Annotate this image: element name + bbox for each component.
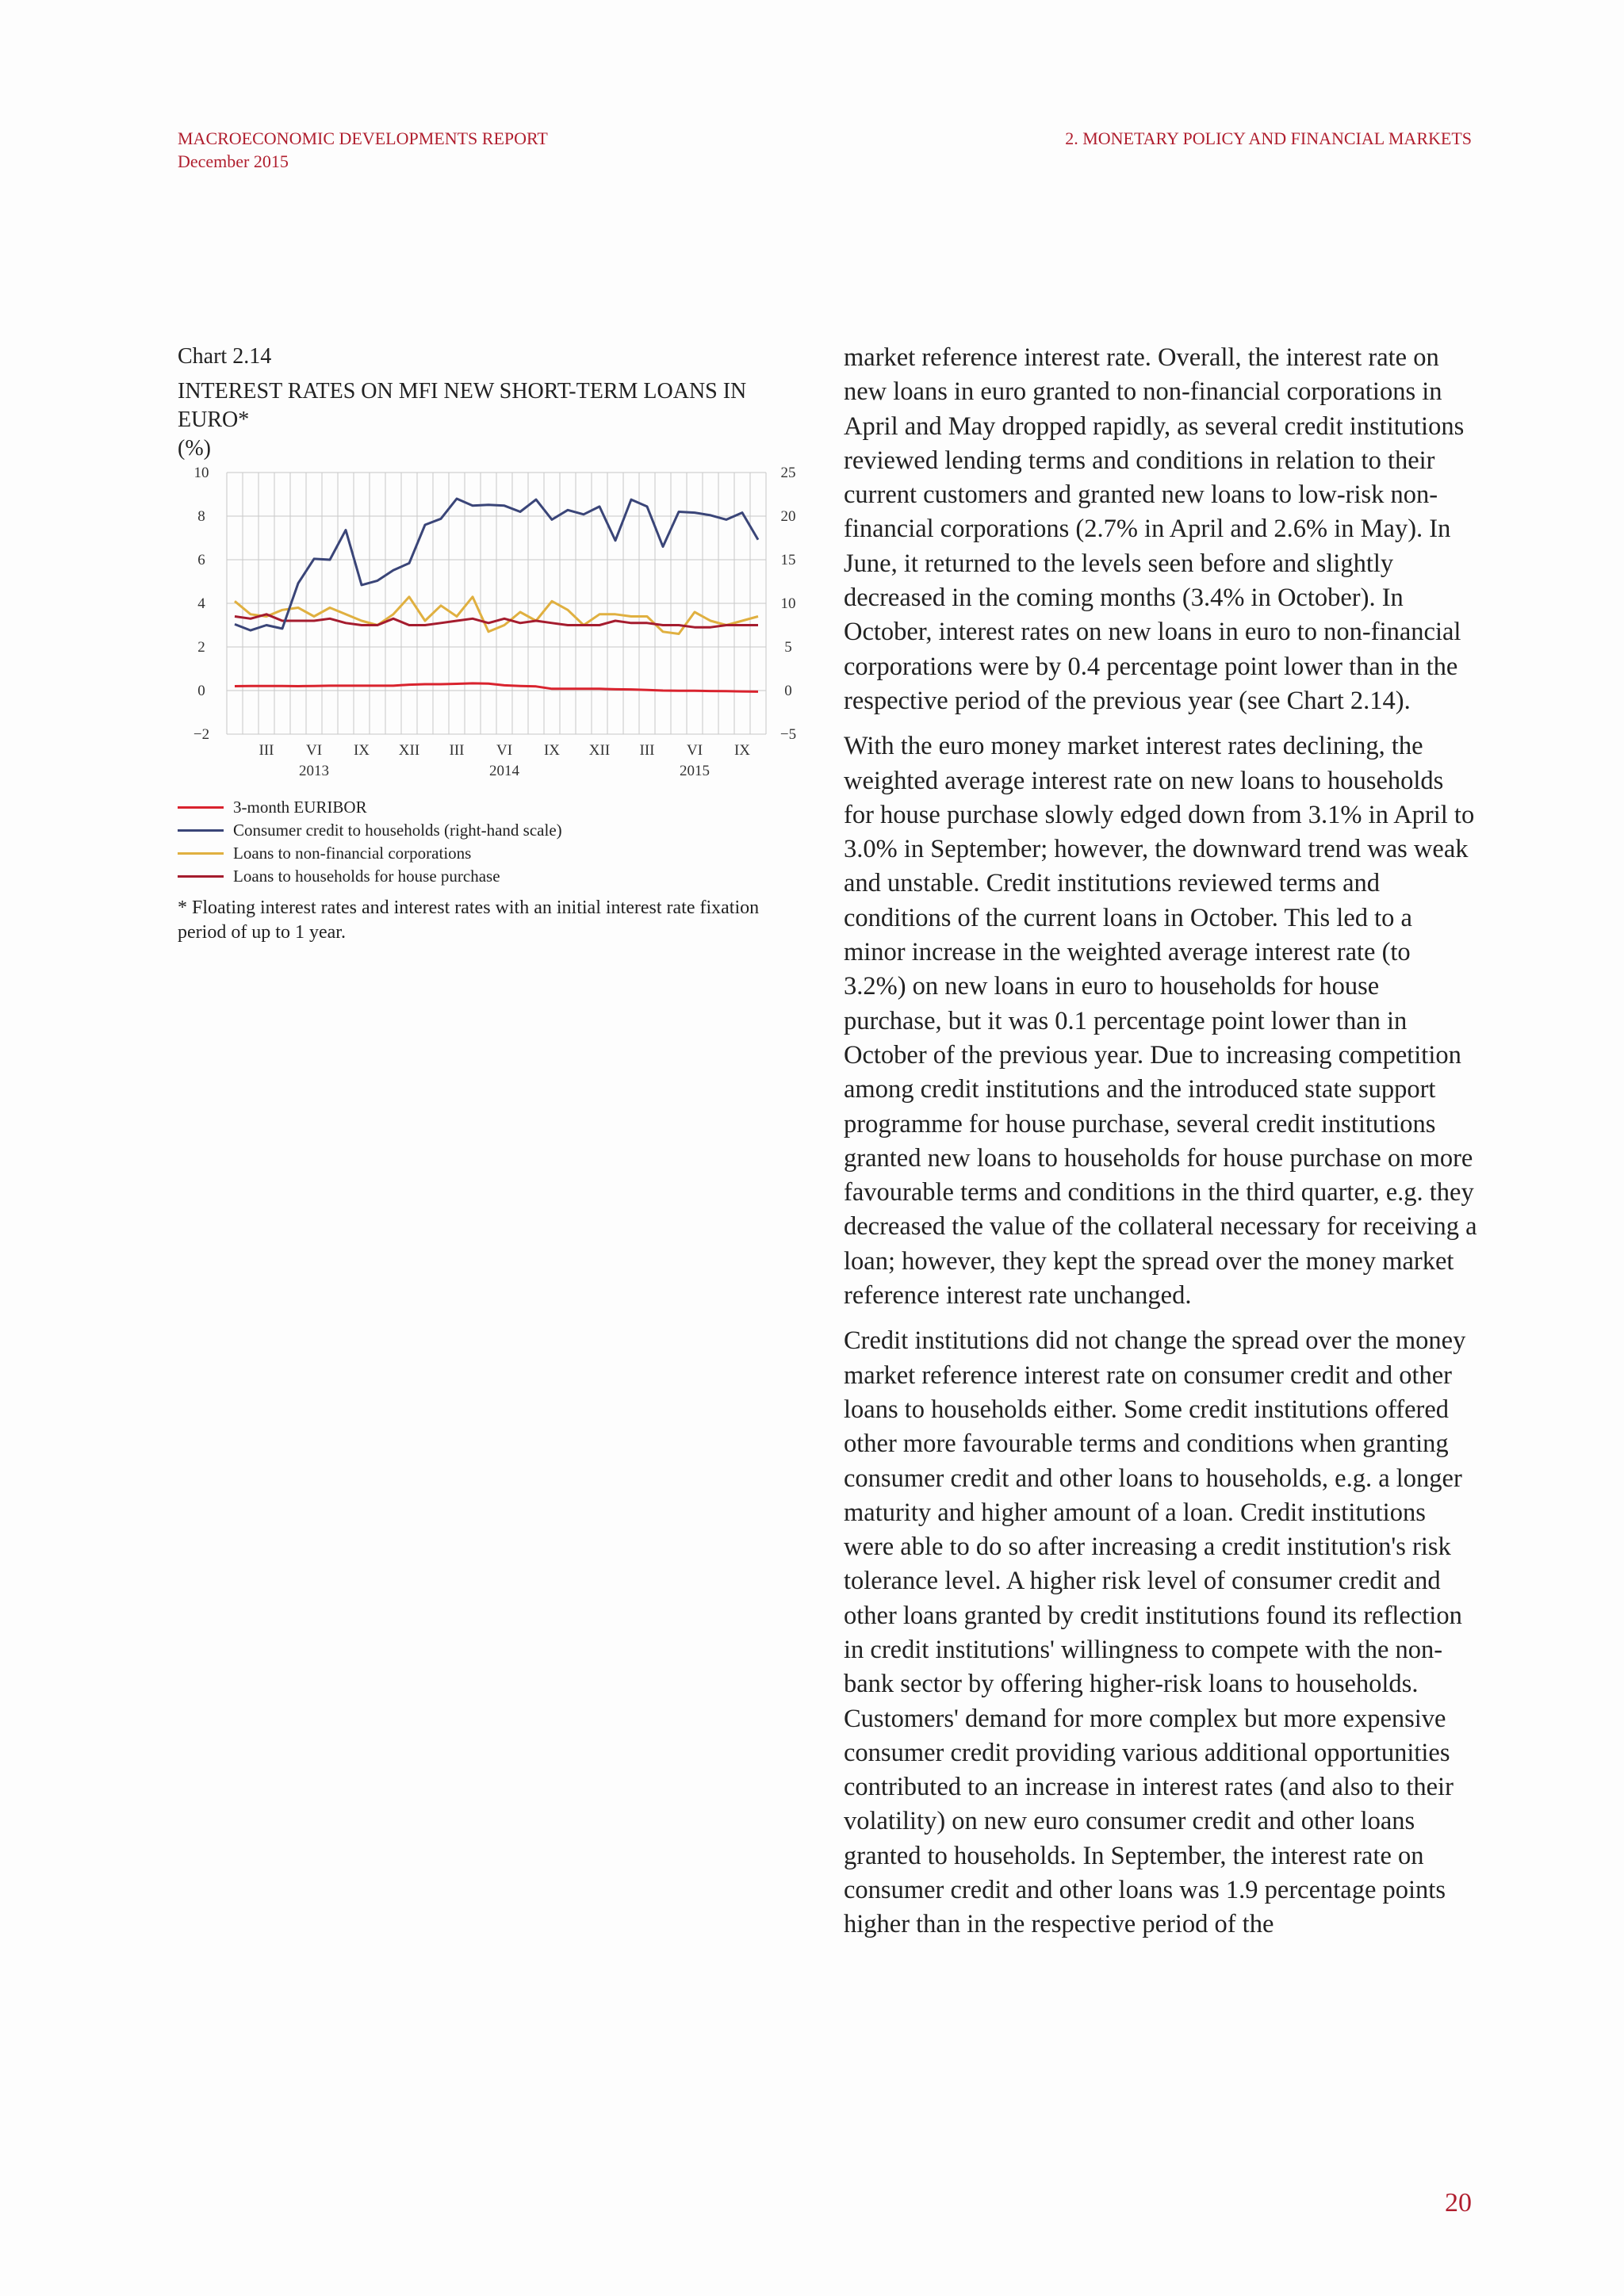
report-header [178,127,548,173]
chart-svg [178,465,796,790]
y-left-tick-label: 6 [197,552,205,568]
chart-title: INTEREST RATES ON MFI NEW SHORT-TERM LOANS IN EURO* [178,379,747,432]
x-month-label: VI [686,742,703,759]
x-month-label: IX [543,742,561,759]
report-title: MACROECONOMIC DEVELOPMENTS REPORT [178,128,548,148]
y-left-tick-label: −2 [193,726,210,743]
y-left-tick-label: 10 [193,465,209,481]
legend-swatch [178,806,224,809]
y-right-tick-label: 10 [780,595,796,612]
legend-item [178,819,788,842]
chart-legend [178,796,788,888]
x-month-label: IX [353,742,370,759]
x-month-label: VI [496,742,513,759]
y-right-tick-label: 5 [784,639,792,656]
chart-area [178,465,796,790]
y-right-tick-label: 0 [784,683,792,699]
chart-block [178,342,796,945]
y-left-tick-label: 0 [197,683,205,699]
x-month-label: XII [588,742,611,759]
x-year-label: 2013 [299,763,329,779]
report-date: December 2015 [178,151,289,171]
body-paragraph: market reference interest rate. Overall, the interest rate on new loans in euro granted to non-financial corporations in April and May dropped rapidly, as several credit institutions reviewed lending terms and conditions in relation to their current customers and granted new loans to low-risk non-financial corporations (2.7% in April and 2.6% in May). In June, it returned to the levels seen before and slightly decreased in the coming months (3.4% in October). In October, interest rates on new loans in euro to non-financial corporations were by 0.4 percentage point lower than in the respective period of the previous year (see Chart 2.14). [844,343,1465,715]
y-left-tick-label: 8 [197,508,205,525]
y-right-tick-label: −5 [779,726,796,743]
y-left-tick-label: 2 [197,639,205,656]
y-right-tick-label: 25 [780,465,796,481]
legend-label: Loans to households for house purchase [233,867,500,886]
x-year-label: 2014 [489,763,519,779]
x-month-label: XII [398,742,420,759]
legend-item [178,842,788,865]
x-year-label: 2015 [680,763,710,779]
x-month-label: III [639,742,655,759]
legend-swatch [178,852,224,855]
x-month-label: III [449,742,465,759]
body-paragraph: With the euro money market interest rates declining, the weighted average interest rate on new loans to households for house purchase slowly edged down from 3.1% in April to 3.0% in September; however, the downward trend was weak and unstable. Credit institutions reviewed terms and conditions of the current loans in October. This led to a minor increase in the weighted average interest rate (to 3.2%) on new loans in euro to households for house purchase, but it was 0.1 percentage point lower than in October of the previous year. Due to increasing competition among credit institutions and the introduced state support programme for house purchase, several credit institutions granted new loans to households for house purchase on more favourable terms and conditions in the third quarter, e.g. they decreased the value of the collateral necessary for receiving a loan; however, they kept the spread over the money market reference interest rate unchanged. [844,732,1477,1311]
legend-label: 3-month EURIBOR [233,798,367,817]
legend-item [178,796,788,819]
chart-footnote: * Floating interest rates and interest rates with an initial interest rate fixation period of up to 1 year. [178,897,760,943]
body-text [844,341,1478,1954]
body-paragraph: Credit institutions did not change the spread over the money market reference interest rate on consumer credit and other loans to households either. Some credit institutions offered other more favourable terms and conditions when granting consumer credit and other loans to households, e.g. a longer maturity and higher amount of a loan. Credit institutions were able to do so after increasing a credit institution's risk tolerance level. A higher risk level of consumer credit and other loans granted by credit institutions found its reflection in credit institutions' willingness to compete with the non-bank sector by offering higher-risk loans to households. Customers' demand for more complex but more expensive consumer credit providing various additional opportunities contributed to an increase in interest rates (and also to their volatility) on new euro consumer credit and other loans granted to households. In September, the interest rate on consumer credit and other loans was 1.9 percentage points higher than in the respective period of the [844,1326,1466,1939]
legend-swatch [178,829,224,832]
section-title: 2. MONETARY POLICY AND FINANCIAL MARKETS [1065,128,1472,148]
chart-label: Chart 2.14 [178,344,272,369]
y-right-tick-label: 15 [780,552,796,568]
chart-unit: (%) [178,436,211,461]
y-right-tick-label: 20 [780,508,796,525]
legend-label: Consumer credit to households (right-hand scale) [233,821,562,840]
legend-item [178,865,788,888]
legend-label: Loans to non-financial corporations [233,844,472,863]
x-month-label: IX [733,742,751,759]
x-month-label: VI [305,742,323,759]
legend-swatch [178,875,224,878]
y-left-tick-label: 4 [197,595,205,612]
x-month-label: III [259,742,274,759]
page-number: 20 [1445,2188,1472,2218]
